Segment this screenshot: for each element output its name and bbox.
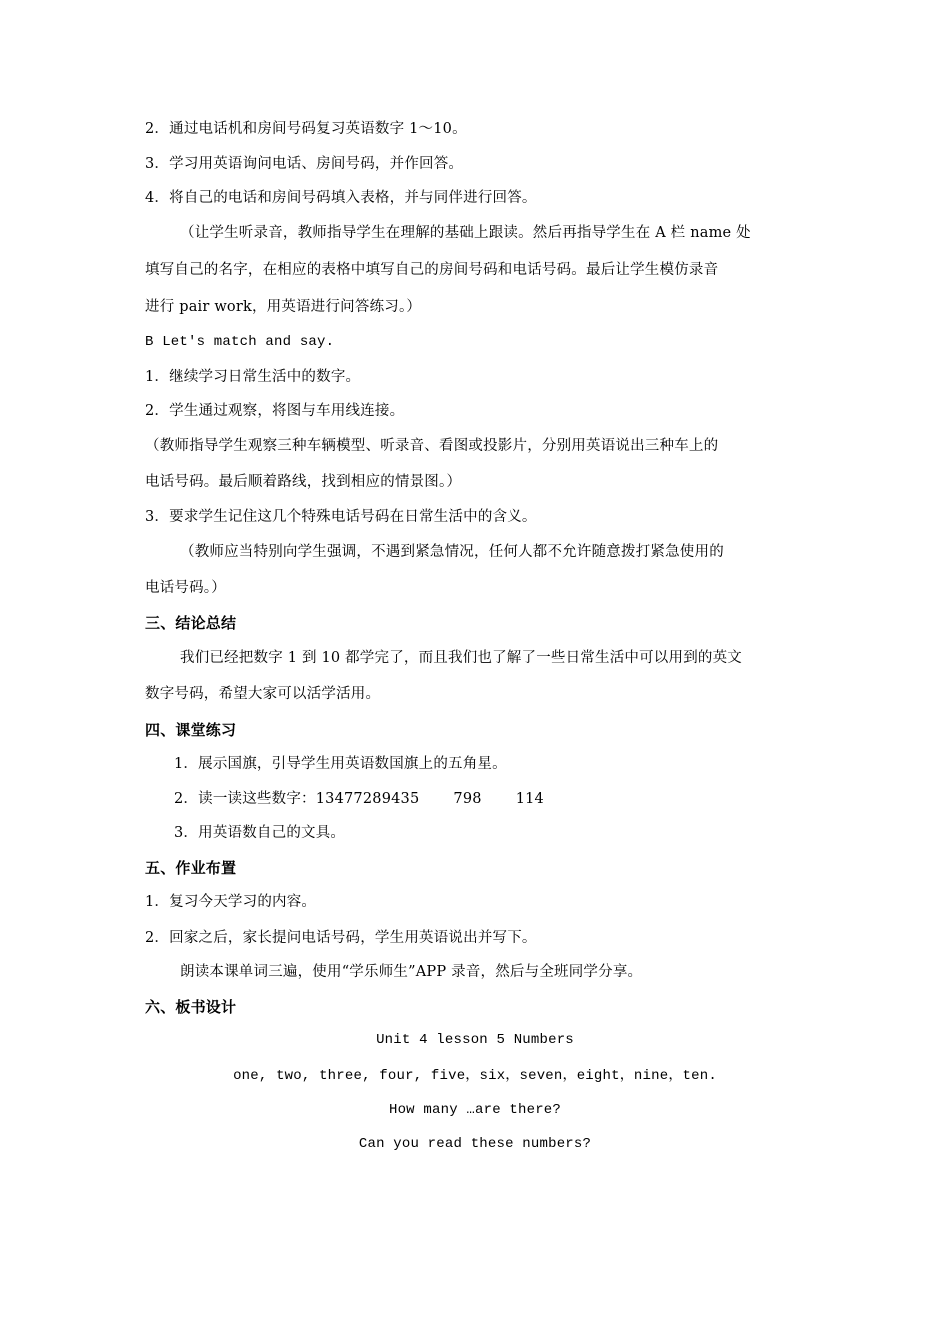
section-heading-board-design: 六、板书设计 (145, 998, 237, 1016)
note-b-line-1: （教师指导学生观察三种车辆模型、听录音、看图或投影片，分别用英语说出三种车上的 (145, 438, 719, 454)
objective-item-3: 3．学习用英语询问电话、房间号码，并作回答。 (145, 156, 464, 172)
part-b-item-3: 3．要求学生记住这几个特殊电话号码在日常生活中的含义。 (145, 509, 537, 525)
board-line-numbers: one, two, three, four, five，six，seven，eight，nine，ten. (233, 1068, 717, 1084)
objective-item-4: 4．将自己的电话和房间号码填入表格，并与同伴进行回答。 (145, 190, 537, 206)
note-b-line-2: 电话号码。最后顺着路线，找到相应的情景图。） (145, 474, 462, 490)
homework-item-2: 2．回家之后，家长提问电话号码，学生用英语说出并写下。 (145, 930, 537, 946)
practice-number-114: 114 (515, 791, 544, 807)
note-a-line-1: （让学生听录音，教师指导学生在理解的基础上跟读。然后再指导学生在 A 栏 name 处 (180, 225, 751, 241)
section-heading-conclusion: 三、结论总结 (145, 614, 237, 632)
practice-item-3: 3．用英语数自己的文具。 (174, 825, 346, 841)
practice-item-2-label: 2．读一读这些数字： (174, 791, 316, 807)
practice-number-798: 798 (453, 791, 482, 807)
section-heading-practice: 四、课堂练习 (145, 721, 237, 739)
practice-item-1: 1．展示国旗，引导学生用英语数国旗上的五角星。 (174, 756, 507, 772)
practice-number-phone: 13477289435 (315, 791, 420, 807)
note-a-line-2: 填写自己的名字，在相应的表格中填写自己的房间号码和电话号码。最后让学生模仿录音 (145, 262, 719, 278)
homework-extra: 朗读本课单词三遍，使用“学乐师生”APP 录音，然后与全班同学分享。 (180, 964, 643, 980)
conclusion-line-1: 我们已经把数字 1 到 10 都学完了，而且我们也了解了一些日常生活中可以用到的英文 (180, 650, 743, 666)
part-b-title: B Let's match and say. (145, 334, 335, 350)
practice-item-2 (174, 789, 544, 809)
board-line-question-2: Can you read these numbers? (358, 1136, 592, 1152)
conclusion-line-2: 数字号码，希望大家可以活学活用。 (145, 686, 381, 702)
board-line-title: Unit 4 lesson 5 Numbers (376, 1032, 574, 1048)
homework-item-1: 1．复习今天学习的内容。 (145, 894, 317, 910)
note-c-line-1: （教师应当特别向学生强调，不遇到紧急情况，任何人都不允许随意拨打紧急使用的 (180, 544, 724, 560)
board-line-question-1: How many …are there? (388, 1102, 562, 1118)
note-a-line-3: 进行 pair work，用英语进行问答练习。） (145, 299, 422, 315)
part-b-item-2: 2．学生通过观察，将图与车用线连接。 (145, 403, 405, 419)
section-heading-homework: 五、作业布置 (145, 859, 237, 877)
part-b-item-1: 1．继续学习日常生活中的数字。 (145, 369, 361, 385)
note-c-line-2: 电话号码。） (145, 580, 226, 596)
objective-item-2: 2．通过电话机和房间号码复习英语数字 1～10。 (145, 121, 467, 137)
